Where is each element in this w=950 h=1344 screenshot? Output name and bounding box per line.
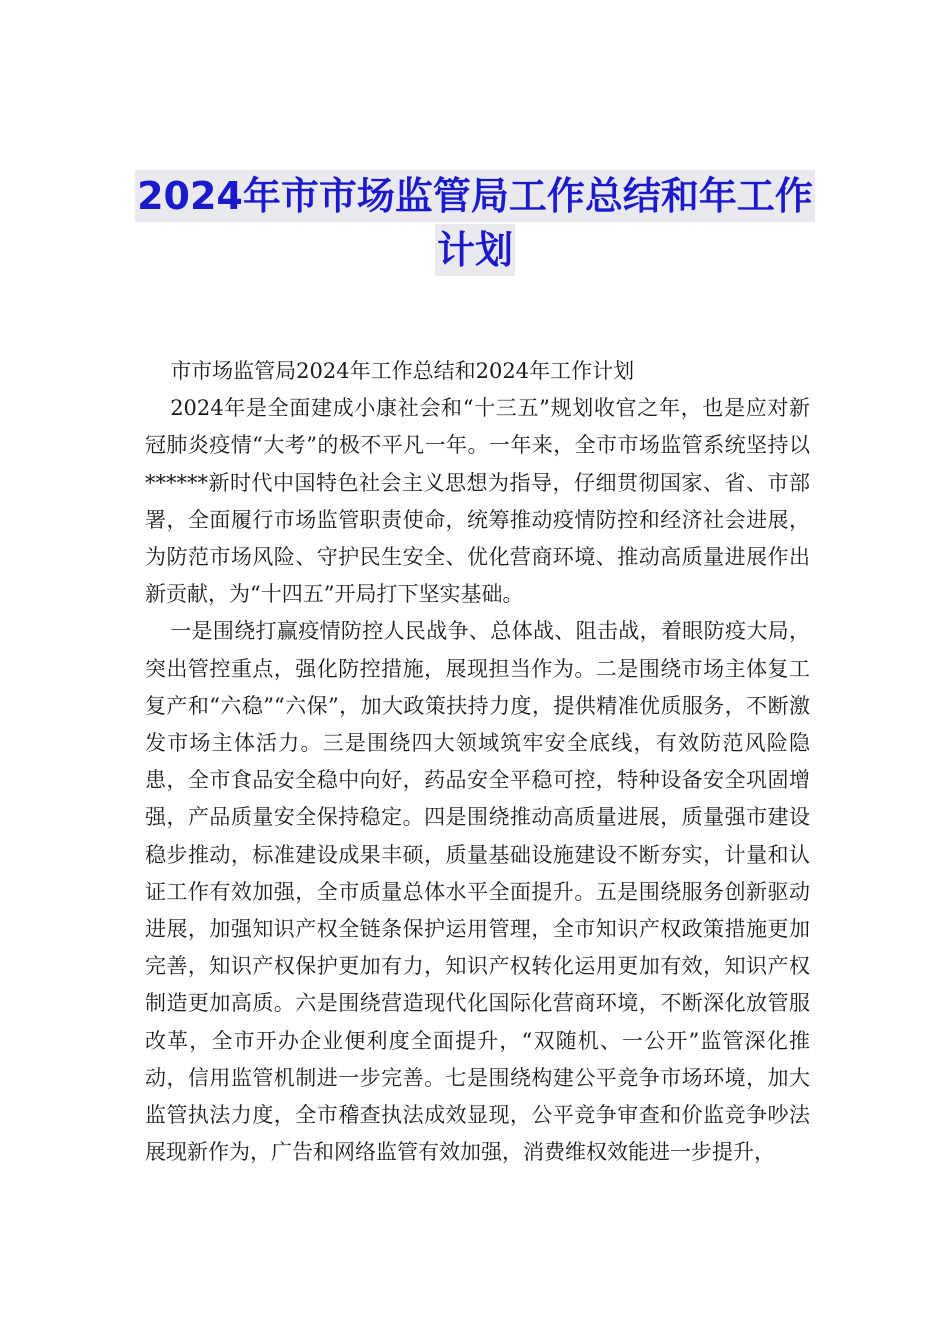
summary-paragraph: 一是围绕打赢疫情防控人民战争、总体战、阻击战，着眼防疫大局，突出管控重点，强化防控措施，展现担当作为。二是围绕市场主体复工复产和“六稳”“六保”，加大政策扶持力度，提供精准优质服务，不断激发市场主体活力。三是围绕四大领域筑牢安全底线，有效防范风险隐患，全市食品安全稳中向好，药品安全平稳可控，特种设备安全巩固增强，产品质量安全保持稳定。四是围绕推动高质量进展，质量强市建设稳步推动，标准建设成果丰硕，质量基础设施建设不断夯实，计量和认证工作有效加强，全市质量总体水平全面提升。五是围绕服务创新驱动进展，加强知识产权全链条保护运用管理，全市知识产权政策措施更加完善，知识产权保护更加有力，知识产权转化运用更加有效，知识产权制造更加高质。六是围绕营造现代化国际化营商环境，不断深化放管服改革，全市开办企业便利度全面提升，“双随机、一公开”监管深化推动，信用监管机制进一步完善。七是围绕构建公平竞争市场环境，加大监管执法力度，全市稽查执法成效显现，公平竞争审查和价监竞争吵法展现新作为，广告和网络监管有效加强，消费维权效能进一步提升， [145, 619, 810, 1165]
intro-paragraph: 2024年是全面建成小康社会和“十三五”规划收官之年，也是应对新冠肺炎疫情“大考”的极不平凡一年。一年来，全市市场监管系统坚持以******新时代中国特色社会主义思想为指导，仔细贯彻国家、省、市部署，全面履行市场监管职责使命，统筹推动疫情防控和经济社会进展，为防范市场风险、守护民生安全、优化营商环境、推动高质量进展作出新贡献，为“十四五”开局打下坚实基础。 [145, 396, 810, 607]
document-title [120, 170, 830, 276]
document-body [145, 353, 810, 1171]
title-line-2: 计划 [435, 224, 515, 276]
subtitle-paragraph: 市市场监管局2024年工作总结和2024年工作计划 [170, 359, 635, 383]
title-line-1: 2024年市市场监管局工作总结和年工作 [135, 170, 815, 222]
